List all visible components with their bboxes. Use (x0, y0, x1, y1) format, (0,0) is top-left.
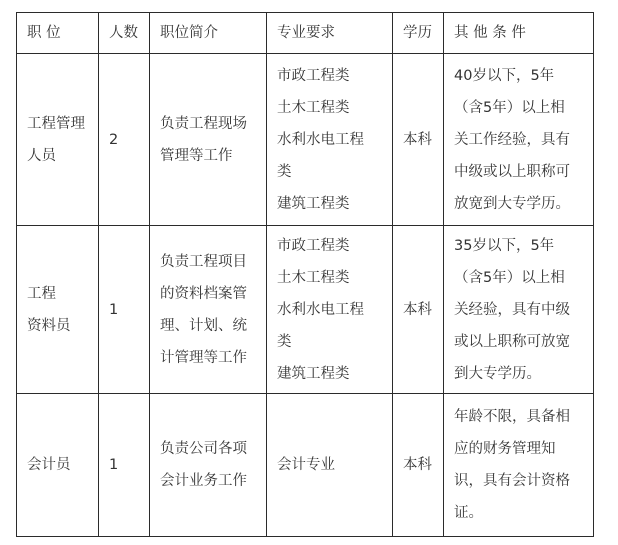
cell-line: 负责公司各项 (160, 441, 247, 457)
cell-line: 负责工程现场 (160, 115, 247, 132)
cell-line: 水利水电工程 (277, 301, 364, 318)
major-cell (267, 226, 393, 394)
job-table (16, 12, 594, 537)
cell-line: 关工作经验，具有 (454, 131, 570, 148)
cell-line: （含5年）以上相 (454, 99, 565, 116)
cell-line: 资料员 (27, 317, 71, 334)
cell-line: 土木工程类 (277, 269, 350, 286)
count-cell: 1 (99, 394, 150, 537)
education-cell: 本科 (393, 394, 444, 537)
header-position: 职 位 (17, 13, 99, 54)
cell-line: 类 (277, 333, 292, 350)
header-education: 学历 (393, 13, 444, 54)
header-major: 专业要求 (267, 13, 393, 54)
cell-line: 工程 (27, 285, 56, 302)
header-conditions: 其 他 条 件 (444, 13, 594, 54)
conditions-cell (444, 394, 594, 537)
intro-cell (150, 226, 267, 394)
cell-line: 土木工程类 (277, 99, 350, 116)
header-count: 人数 (99, 13, 150, 54)
header-row (17, 13, 594, 54)
count-cell: 1 (99, 226, 150, 394)
cell-line: 到大专学历。 (454, 365, 541, 382)
cell-line: 识，具有会计资格 (454, 473, 570, 489)
position-cell (17, 54, 99, 226)
cell-line: 35岁以下，5年 (454, 237, 555, 254)
conditions-cell (444, 226, 594, 394)
major-cell (267, 394, 393, 537)
cell-line: 或以上职称可放宽 (454, 333, 570, 350)
education-cell: 本科 (393, 54, 444, 226)
table-row (17, 54, 594, 226)
cell-line: 管理等工作 (160, 147, 233, 164)
header-intro: 职位简介 (150, 13, 267, 54)
cell-line: 中级或以上职称可 (454, 163, 570, 180)
cell-line: 会计专业 (277, 457, 335, 473)
cell-line: 40岁以下，5年 (454, 67, 555, 84)
position-cell (17, 394, 99, 537)
cell-line: 关经验，具有中级 (454, 301, 570, 318)
cell-line: 应的财务管理知 (454, 441, 556, 457)
table-row (17, 394, 594, 537)
major-cell (267, 54, 393, 226)
cell-line: 负责工程项目 (160, 253, 247, 270)
cell-line: 工程管理 (27, 115, 85, 132)
cell-line: （含5年）以上相 (454, 269, 565, 286)
table-row (17, 226, 594, 394)
cell-line: 市政工程类 (277, 237, 350, 254)
cell-line: 市政工程类 (277, 67, 350, 84)
intro-cell (150, 394, 267, 537)
cell-line: 会计业务工作 (160, 473, 247, 489)
conditions-cell (444, 54, 594, 226)
cell-line: 计管理等工作 (160, 349, 247, 366)
cell-line: 理、计划、统 (160, 317, 247, 334)
cell-line: 类 (277, 163, 292, 180)
cell-line: 人员 (27, 147, 56, 164)
cell-line: 证。 (454, 505, 483, 521)
cell-line: 放宽到大专学历。 (454, 195, 570, 212)
count-cell: 2 (99, 54, 150, 226)
intro-cell (150, 54, 267, 226)
cell-line: 的资料档案管 (160, 285, 247, 302)
cell-line: 建筑工程类 (277, 365, 350, 382)
position-cell (17, 226, 99, 394)
cell-line: 会计员 (27, 457, 71, 473)
cell-line: 年龄不限，具备相 (454, 409, 570, 425)
cell-line: 水利水电工程 (277, 131, 364, 148)
cell-line: 建筑工程类 (277, 195, 350, 212)
education-cell: 本科 (393, 226, 444, 394)
